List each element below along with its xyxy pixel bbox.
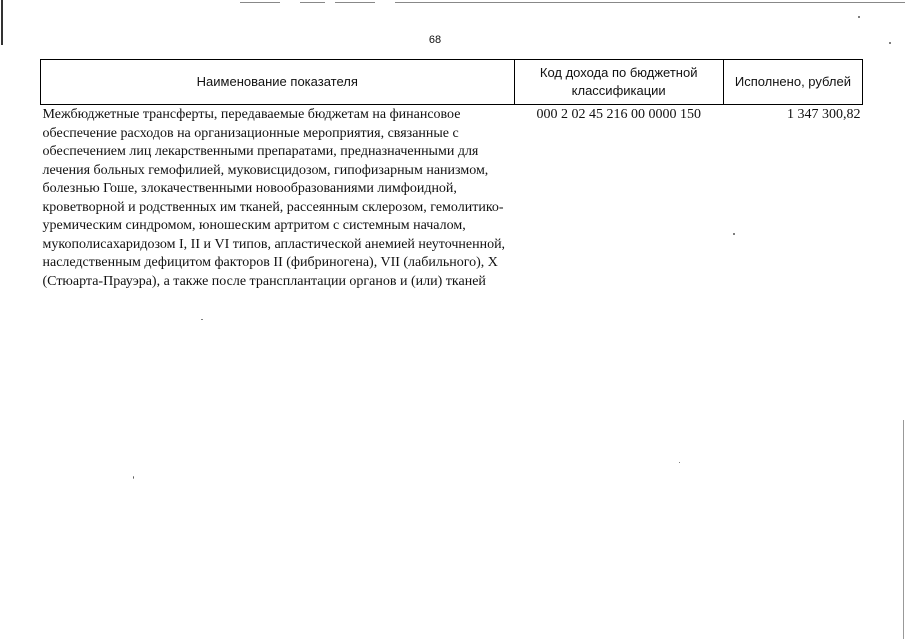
budget-report-table — [40, 59, 863, 291]
executed-amount: 1 347 300,82 — [787, 107, 861, 122]
indicator-name: Межбюджетные трансферты, передаваемые бюджетам на финансовое обеспечение расходов на организационные мероприятия, связанные с обеспечением лиц лекарственными препаратами, предназначенными для лечения больных гемофилией, муковисцидозом, гипофизарным нанизмом, болезнью Гоше, злокачественными новообразованиями лимфоидной, кроветворной и родственных им тканей, рассеянным склерозом, гемолитико-уремическим синдромом, юношеским артритом с системным началом, мукополисахаридозом I, II и VI типов, апластической анемией неуточненной, наследственным дефицитом факторов II (фибриногена), VII (лабильного), X (Стюарта-Прауэра), а также после трансплантации органов и (или) тканей — [42, 107, 506, 289]
scan-speck — [889, 42, 891, 44]
scan-line-top — [335, 2, 375, 3]
header-executed: Исполнено, рублей — [723, 60, 862, 105]
scan-line-top — [300, 2, 325, 3]
table-row — [41, 105, 863, 292]
scan-line-top — [395, 2, 905, 3]
scan-speck — [679, 462, 680, 463]
table-header — [41, 60, 863, 105]
scan-speck — [858, 16, 860, 18]
row-amount-cell — [723, 105, 862, 292]
row-code-cell — [514, 105, 723, 292]
row-name-cell — [41, 105, 515, 292]
header-row — [41, 60, 863, 105]
scan-speck — [201, 319, 203, 320]
scan-speck — [133, 476, 134, 479]
page-number: 68 — [428, 34, 442, 46]
scan-line-top — [240, 2, 280, 3]
header-budget-code: Код дохода по бюджетной классификации — [514, 60, 723, 105]
budget-code: 000 2 02 45 216 00 0000 150 — [536, 107, 701, 122]
table-body — [41, 105, 863, 292]
scan-edge-right — [903, 420, 904, 639]
header-name: Наименование показателя — [41, 60, 515, 105]
